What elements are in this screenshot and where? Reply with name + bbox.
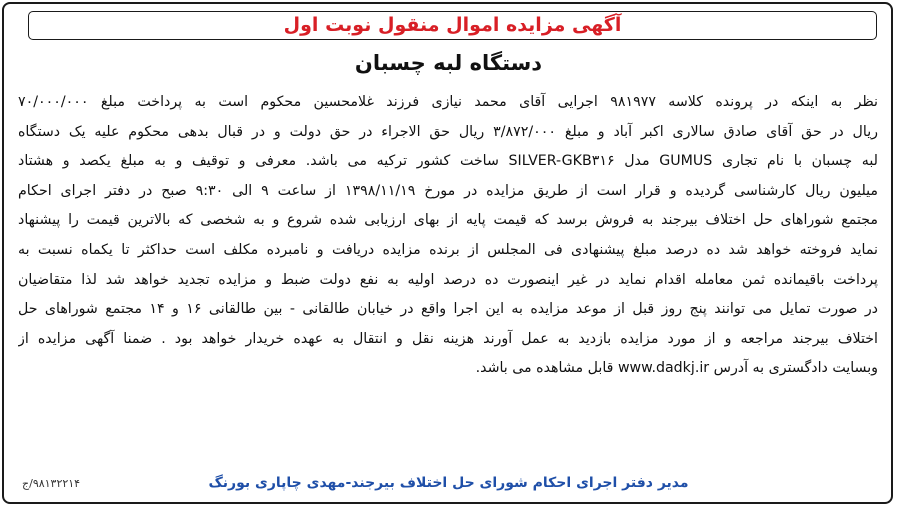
body-line: میلیون ریال کارشناسی گردیده و قرار است از طریق مزایده در مورخ ۱۳۹۸/۱۱/۱۹ از ساعت ۹ الی ۹:۳۰ صبح در دفتر اجرای احکام bbox=[18, 182, 878, 199]
body-line: اختلاف بیرجند مراجعه و از مورد مزایده بازدید به عمل آورند هزینه نقل و انتقال به عهده خریدار خواهد بود . ضمنا آگهی مزایده از bbox=[18, 330, 878, 347]
notice-code: ۹۸۱۳۲۲۱۴/ج bbox=[22, 477, 81, 490]
body-line: ریال در حق آقای صادق سالاری اکبر آباد و مبلغ ۳/۸۷۲/۰۰۰ ریال حق الاجراء در حق دولت و در قبال بدهی محکوم علیه یک دستگاه bbox=[18, 123, 878, 140]
notice-title: آگهی مزایده اموال منقول نوبت اول bbox=[283, 14, 622, 36]
title-box bbox=[28, 11, 877, 40]
body-line: لبه چسبان با نام تجاری GUMUS مدل SILVER-GKB۳۱۶ ساخت کشور ترکیه می باشد. معرفی و توقیف و به مبلغ یکصد و هشتاد bbox=[18, 153, 878, 170]
body-line: مجتمع شوراهای حل اختلاف بیرجند به فروش برسد که قیمت پایه از بهای ارزیابی شده شروع و به شخصی که بالاترین قیمت را پیشنهاد bbox=[18, 212, 878, 229]
body-line: نظر به اینکه در پرونده کلاسه ۹۸۱۹۷۷ اجرایی آقای محمد نیازی فرزند غلامحسین محکوم است به پرداخت مبلغ ۷۰/۰۰۰/۰۰۰ bbox=[18, 94, 878, 110]
signature-line: مدیر دفتر اجرای احکام شورای حل اختلاف بیرجند-مهدی چاپاری بورنگ bbox=[208, 475, 689, 491]
body-line-last: وبسایت دادگستری به آدرس www.dadkj.ir قابل مشاهده می باشد. bbox=[475, 360, 878, 377]
body-line: در صورت تمایل می توانند پنج روز قبل از موعد مزایده به این اجرا واقع در خیابان طالقانی - بین طالقانی ۱۶ و ۱۴ مجتمع شوراهای حل bbox=[18, 301, 878, 318]
notice-subtitle: دستگاه لبه چسبان bbox=[354, 51, 543, 75]
body-line: نماید فروخته خواهد شد ده درصد مبلغ پیشنهادی فی المجلس از برنده مزایده دریافت و نامبرده مکلف است حداکثر تا یکماه نسبت به bbox=[18, 241, 878, 258]
body-line: پرداخت باقیمانده ثمن معامله اقدام نماید در غیر اینصورت ده درصد اولیه به نفع دولت ضبط و مزایده تجدید خواهد شد لذا متقاضیان bbox=[18, 271, 878, 288]
notice-body bbox=[18, 88, 878, 384]
